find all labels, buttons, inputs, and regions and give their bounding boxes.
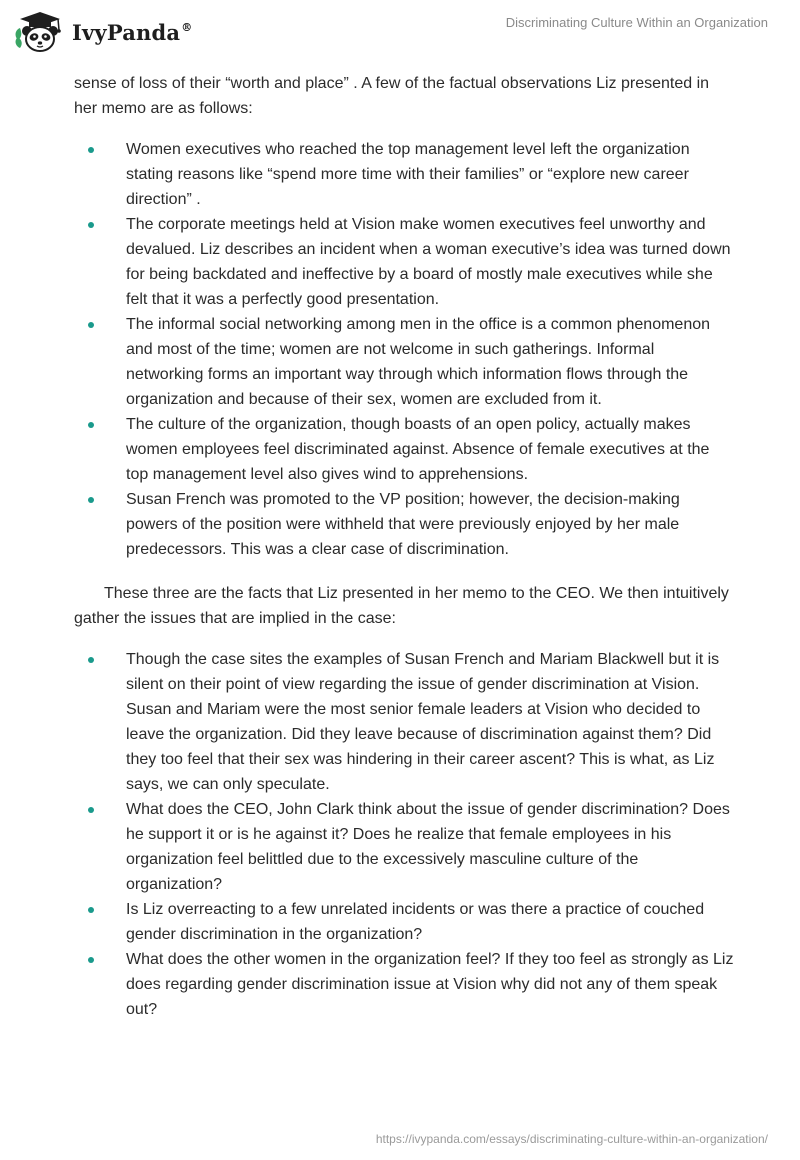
list-item: The corporate meetings held at Vision make women executives feel unworthy and devalued. Liz describes an incident when a woman executive’s idea was turned down for being backdated and ineffective by a board of mostly male executives while she felt that it was a perfectly good presentation. [74,212,734,312]
list-item: What does the other women in the organization feel? If they too feel as strongly as Liz does regarding gender discrimination issue at Vision why did not any of them speak out? [74,947,734,1022]
bullet-dot-icon [88,497,94,503]
brand-name: IvyPanda® [72,19,193,45]
list-item: Though the case sites the examples of Susan French and Mariam Blackwell but it is silent on their point of view regarding the issue of gender discrimination at Vision. Susan and Mariam were the most senior female leaders at Vision who decided to leave the organization. Did they leave because of discrimination against them? Did they too feel that their sex was hindering in their career ascent? This is what, as Liz says, we can only speculate. [74,647,734,797]
bullet-dot-icon [88,957,94,963]
bullet-dot-icon [88,807,94,813]
bullet-dot-icon [88,907,94,913]
facts-list [74,137,734,562]
list-item: The informal social networking among men in the office is a common phenomenon and most of the time; women are not welcome in such gatherings. Informal networking forms an important way through which information flows through the organization and because of their sex, women are excluded from it. [74,312,734,412]
document-title: Discriminating Culture Within an Organization [505,15,768,30]
list-item: Is Liz overreacting to a few unrelated incidents or was there a practice of couched gender discrimination in the organization? [74,897,734,947]
list-item: The culture of the organization, though boasts of an open policy, actually makes women employees feel discriminated against. Absence of female executives at the top management level also gives wind to apprehensions. [74,412,734,487]
ivypanda-logo[interactable] [14,10,192,54]
panda-graduate-icon [14,10,66,54]
bullet-dot-icon [88,422,94,428]
bullet-dot-icon [88,222,94,228]
page-header [0,0,800,70]
bullet-dot-icon [88,322,94,328]
bullet-dot-icon [88,147,94,153]
list-item: Women executives who reached the top management level left the organization stating reasons like “spend more time with their families” or “explore new career direction” . [74,137,734,212]
bullet-dot-icon [88,657,94,663]
essay-body [74,71,734,1022]
middle-paragraph: These three are the facts that Liz presented in her memo to the CEO. We then intuitively gather the issues that are implied in the case: [74,585,729,627]
list-item: Susan French was promoted to the VP position; however, the decision-making powers of the position were withheld that were previously enjoyed by her male predecessors. This was a clear case of discrimination. [74,487,734,562]
lead-paragraph: sense of loss of their “worth and place” . A few of the factual observations Liz presented in her memo are as follows: [74,75,710,117]
issues-list [74,647,734,1022]
source-url[interactable]: https://ivypanda.com/essays/discriminating-culture-within-an-organization/ [375,1132,768,1146]
list-item: What does the CEO, John Clark think about the issue of gender discrimination? Does he support it or is he against it? Does he realize that female employees in his organization feel belittled due to the excessively masculine culture of the organization? [74,797,734,897]
